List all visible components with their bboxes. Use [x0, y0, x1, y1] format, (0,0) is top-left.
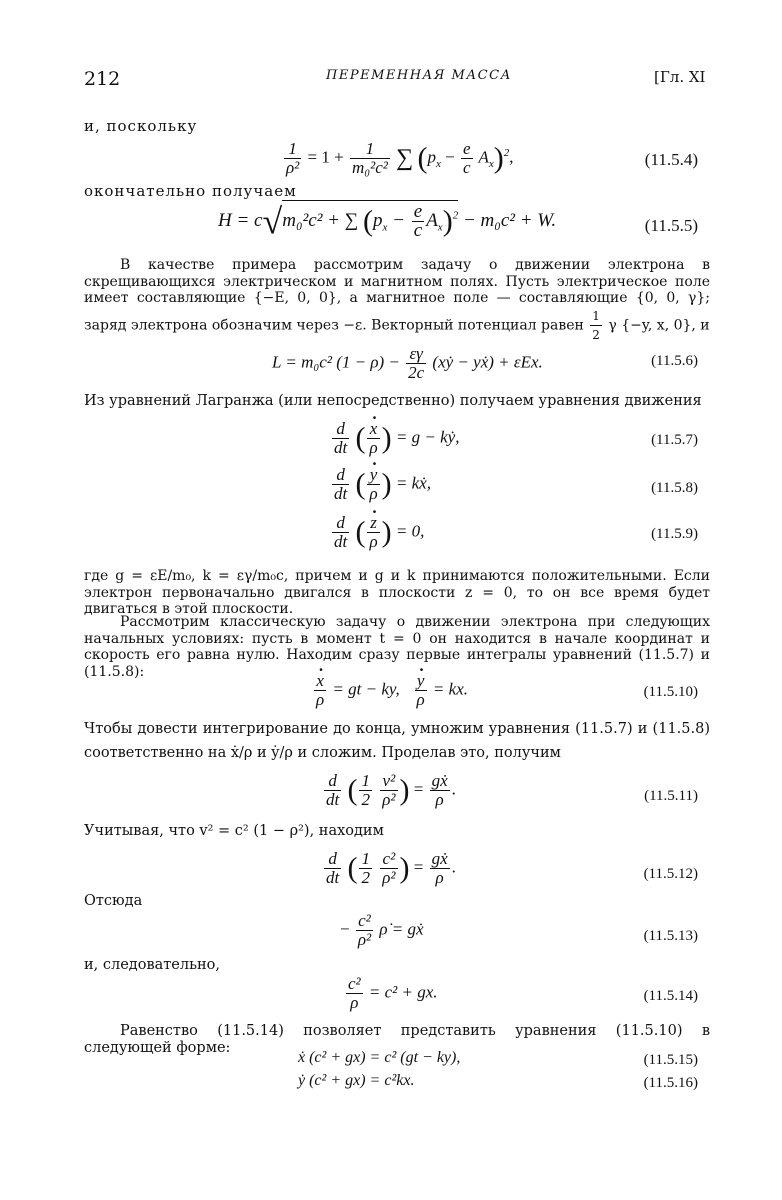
equation-11-5-8: $\frac{d}{dt}$ ( . $\frac{y}{\rho}$ ) = kẋ, [330, 466, 431, 503]
equation-11-5-5: H = c√m₀²c² + ∑ ($p_x$ − $\frac{e}{c}$ $A_x)^2 - m_0c^2 + W$. [218, 201, 557, 242]
equation-11-5-11: $\frac{d}{dt}$ ( $\frac{1}{2}$ $\frac{\text{v²}}{\text{ρ²}}$ ) = $\frac{\text{gẋ}}{\rho}$ . [326, 771, 456, 809]
fraction: $\frac{1}{\text{ρ²}}$ [286, 139, 300, 177]
equation-11-5-14: $\frac{\text{c²}}{\rho}$ = c² + gx. [348, 974, 438, 1012]
equation-number: (11.5.10) [643, 684, 698, 700]
text-and-since: и, поскольку [84, 117, 198, 135]
equation-number: (11.5.4) [644, 150, 698, 169]
equation-number: (11.5.7) [651, 432, 698, 448]
equation-11-5-15: ẋ (c² + gx) = c² (gt − ky), [298, 1049, 461, 1066]
equation-number: (11.5.12) [643, 866, 698, 882]
equation-number: (11.5.15) [643, 1052, 698, 1068]
chapter-label: [Гл. XI [654, 68, 706, 86]
equation-number: (11.5.16) [643, 1075, 698, 1091]
equation-number: (11.5.13) [643, 928, 698, 944]
equation-11-5-12: $\frac{d}{dt}$ ( $\frac{1}{2}$ $\frac{\text{c²}}{\text{ρ²}}$ ) = $\frac{\text{gẋ}}{\rho}$ . [326, 849, 456, 887]
text-hence: Отсюда [84, 893, 143, 909]
paragraph-definitions: где g = εE/m₀, k = εγ/m₀c, причем и g и k принимаются положительными. Если электрон первоначально двигался в плоскости z = 0, то он все время будет двигаться в этой плоскости. [84, 568, 710, 617]
equation-11-5-13: − $\frac{\text{c²}}{\text{ρ²}}$ ρ̇ = gẋ [340, 911, 424, 949]
equation-number: (11.5.8) [651, 480, 698, 496]
paragraph-example: В качестве примера рассмотрим задачу о движении электрона в скрещивающихся электрическом и магнитном полях. Пусть электрическое поле имеет составляющие {−E, 0, 0}, а магнитное поле — составляющие {0, 0, γ}; заряд электрона обозначим через −ε. Векторный потенциал равен $\frac{1}{2}$ γ {−y, x, 0}, и [84, 257, 710, 342]
equation-11-5-10: . $\frac{x}{\rho}$ = gt − ky, . $\frac{y}{\rho}$ = kx. [312, 672, 468, 709]
equation-11-5-7: $\frac{d}{dt}$ ( . $\frac{x}{\rho}$ ) = g − kẏ, [330, 420, 459, 457]
equation-number: (11.5.14) [643, 988, 698, 1004]
equation-number: (11.5.5) [644, 216, 698, 235]
fraction: $\frac{1}{\text{m₀²c²}}$ [351, 139, 388, 177]
text-taking-into-account: Учитывая, что v² = c² (1 − ρ²), находим [84, 823, 384, 839]
text-consequently: и, следовательно, [84, 957, 220, 973]
page-number: 212 [84, 68, 121, 90]
text-lagrange-intro: Из уравнений Лагранжа (или непосредственно) получаем уравнения движения [84, 393, 702, 409]
paragraph-equality: Равенство (11.5.14) позволяет представить уравнения (11.5.10) в следующей форме: [84, 1023, 710, 1056]
running-title: ПЕРЕМЕННАЯ МАССА [326, 68, 512, 83]
fraction-half: $\frac{1}{2}$ [592, 308, 600, 342]
equation-number: (11.5.6) [651, 353, 698, 369]
equation-11-5-4: $\frac{1}{\text{ρ²}}$ = 1 + $\frac{1}{\text{m₀²c²}}$ ∑ ($p_x$ − $\frac{e}{c}$ $A_x)^2$, [286, 139, 514, 177]
equation-11-5-16: ẏ (c² + gx) = c²kx. [298, 1072, 415, 1089]
paragraph-integration: Чтобы довести интегрирование до конца, умножим уравнения (11.5.7) и (11.5.8) соответственно на ẋ/ρ и ẏ/ρ и сложим. Проделав это, получим [84, 721, 710, 761]
equation-number: (11.5.9) [651, 526, 698, 542]
equation-11-5-6: L = m₀c² (1 − ρ) − $\frac{\varepsilon\gamma}{2c}$ (xẏ − yẋ) + εEx. [272, 344, 543, 382]
equation-11-5-9: $\frac{d}{dt}$ ( . $\frac{z}{\rho}$ ) = 0, [330, 514, 424, 551]
text-finally-get: окончательно получаем [84, 182, 297, 200]
fraction: $\frac{e}{c}$ [462, 139, 471, 177]
equation-number: (11.5.11) [644, 788, 698, 804]
paragraph-initial-conditions: Рассмотрим классическую задачу о движении электрона при следующих начальных условиях: пусть в момент t = 0 он находится в начале координат и скорость его равна нулю. Находим сразу первые интегралы уравнений (11.5.7) и (11.5.8): [84, 614, 710, 680]
